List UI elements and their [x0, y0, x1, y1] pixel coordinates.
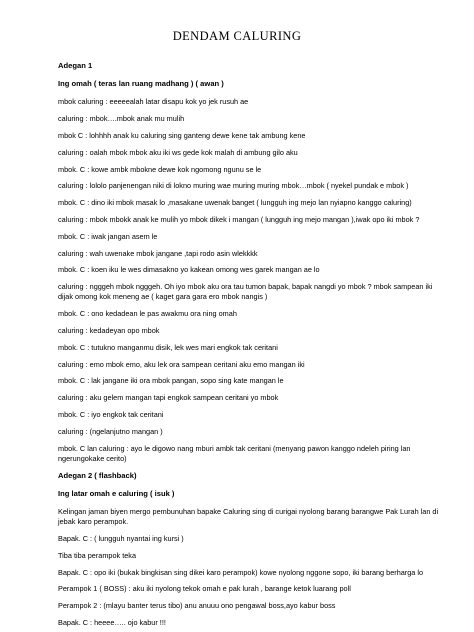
- section-heading: Adegan 1: [58, 61, 93, 70]
- script-line: caluring : (ngelanjutno mangan ): [58, 426, 163, 436]
- script-line: mbok. C : ono kedadean le pas awakmu ora ning omah: [58, 309, 237, 319]
- script-line: Perampok 2 : (mlayu banter terus tibo) anu anuuu ono pengawal boss,ayo kabur boss: [58, 601, 336, 611]
- script-line: mbok. C : lak jangane iki ora mbok pangan, sopo sing kate mangan le: [58, 376, 284, 386]
- script-line: mbok. C : iyo engkok tak ceritani: [58, 409, 164, 419]
- script-line: Tiba tiba perampok teka: [58, 550, 137, 560]
- section-heading: Ing omah ( teras lan ruang madhang ) ( awan ): [58, 79, 224, 89]
- script-line: caluring : mbok mbokk anak ke mulih yo mbok dikek i mangan ( lungguh ing mejo mangan ),iwak opo iki mbok ?: [58, 214, 420, 224]
- script-line: caluring : mbok….mbok anak mu mulih: [58, 114, 185, 124]
- script-line: Kelingan jaman biyen mergo pembunuhan bapake Caluring sing di curigai nyolong barang barangwe Pak Lurah lan di jebak karo perampok.: [58, 506, 439, 527]
- script-line: caluring : ngggeh mbok ngggeh. Oh iyo mbok aku ora tau tumon bapak, bapak nangdi yo mbok ? mbok sampean iki dijak omong kok meneng ae ( kaget gara gara ero mbok nangis ): [58, 282, 433, 302]
- script-line: mbok. C : iwak jangan asem le: [58, 231, 158, 241]
- document-title: DENDAM CALURING: [172, 29, 302, 43]
- section-heading: Adegan 2 ( flashback): [58, 470, 137, 480]
- section-heading: Ing latar omah e caluring ( isuk ): [58, 488, 175, 498]
- script-line: caluring : aku gelem mangan tapi engkok sampean ceritani yo mbok: [58, 393, 279, 403]
- script-line: caluring : oalah mbok mbok aku iki ws gede kok malah di ambung gilo aku: [58, 147, 298, 157]
- script-line: caluring : wah uwenake mbok jangane ,tapi rodo asin wlekkkk: [58, 248, 258, 258]
- script-line: mbok. C : kowe ambk mbokne dewe kok ngomong ngunu se le: [58, 164, 262, 174]
- script-line: mbok. C : koen iku le wes dimasakno yo kakean omong wes garek mangan ae lo: [58, 265, 320, 275]
- script-line: mbok C : lohhhh anak ku caluring sing ganteng dewe kene tak ambung kene: [58, 131, 306, 140]
- script-line: mbok. C : dino iki mbok masak lo ,masakane uwenak banget ( lungguh ing mejo lan nyiapno kanggo caluring): [58, 198, 412, 208]
- script-line: Bapak. C : heeee….. ojo kabur !!!: [58, 617, 166, 627]
- script-line: Bapak. C : ( lungguh nyantai ing kursi ): [58, 533, 184, 543]
- script-line: mbok. C : tutukno manganmu disik, lek wes mari engkok tak ceritani: [58, 342, 278, 352]
- script-line: mbok caluring : eeeeealah latar disapu kok yo jek rusuh ae: [58, 97, 249, 107]
- script-line: caluring : emo mbok emo, aku lek ora sampean ceritani aku emo mangan iki: [58, 359, 305, 369]
- script-body: [58, 61, 444, 628]
- script-line: mbok. C lan caluring : ayo le digowo nang mburi ambk tak ceritani (menyang pawon kanggo ndeleh piring lan ngerungokake cerito): [58, 443, 411, 463]
- script-line: Perampok 1 ( BOSS) : aku iki nyolong tekok omah e pak lurah , barange ketok luarang poll: [58, 584, 351, 594]
- script-line: caluring : kedadeyan opo mbok: [58, 325, 160, 335]
- script-line: caluring : lololo panjenengan niki di lokno muring wae muring muring mbok…mbok ( nyekel pundak e mbok ): [58, 181, 409, 191]
- script-line: Bapak. C : opo iki (bukak bingkisan sing dikei karo perampok) kowe nyolong nggone sopo, iki barang berharga lo: [58, 567, 424, 577]
